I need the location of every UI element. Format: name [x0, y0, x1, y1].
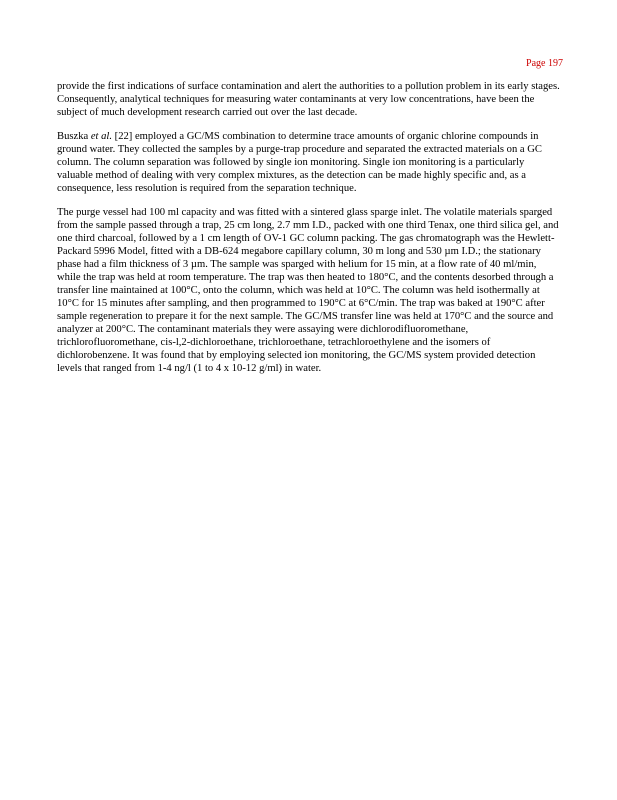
author-name: Buszka [57, 131, 89, 142]
paragraph-2 [57, 130, 562, 195]
paragraph-1: provide the first indications of surface contamination and alert the authorities to a pollution problem in its early stages. Consequently, analytical techniques for measuring water contaminants at very low concentrations, have been the subject of much development research carried out over the last decade. [57, 81, 560, 118]
paragraph-3: The purge vessel had 100 ml capacity and was fitted with a sintered glass sparge inlet. The volatile materials sparged from the sample passed through a trap, 25 cm long, 2.7 mm I.D., packed with one third Tenax, one third silica gel, and one third charcoal, followed by a 1 cm length of OV-1 GC column packing. The gas chromatograph was the Hewlett-Packard 5996 Model, fitted with a DB-624 megabore capillary column, 30 m long and 530 µm I.D.; the stationary phase had a film thickness of 3 µm. The sample was sparged with helium for 15 min, at a flow rate of 40 ml/min, while the trap was held at room temperature. The trap was then heated to 180°C, and the contents desorbed through a transfer line maintained at 100°C, onto the column, which was held at 10°C. The column was held isothermally at 10°C for 15 minutes after sampling, and then programmed to 190°C at 6°C/min. The trap was baked at 190°C after sample regeneration to prepare it for the next sample. The GC/MS transfer line was held at 170°C and the source and analyzer at 200°C. The contaminant materials they were assaying were dichlorodifluoromethane, trichlorofluoromethane, cis-l,2-dichloroethane, trichloroethane, tetrachloroethylene and the isomers of dichlorobenzene. It was found that by employing selected ion monitoring, the GC/MS system provided detection levels that ranged from 1-4 ng/l (1 to 4 x 10-12 g/ml) in water. [57, 207, 559, 374]
et-al: et al. [90, 131, 113, 142]
paragraph-2-text: [22] employed a GC/MS combination to determine trace amounts of organic chlorine compounds in ground water. They collected the samples by a purge-trap procedure and separated the extracted materials on a GC column. The column separation was followed by single ion monitoring. Single ion monitoring is a particularly valuable method of dealing with very complex mixtures, as the detection can be made highly specific and, as a consequence, less resolution is required from the separation technique. [57, 131, 542, 194]
document-body [57, 80, 562, 375]
page-number: Page 197 [526, 58, 563, 69]
